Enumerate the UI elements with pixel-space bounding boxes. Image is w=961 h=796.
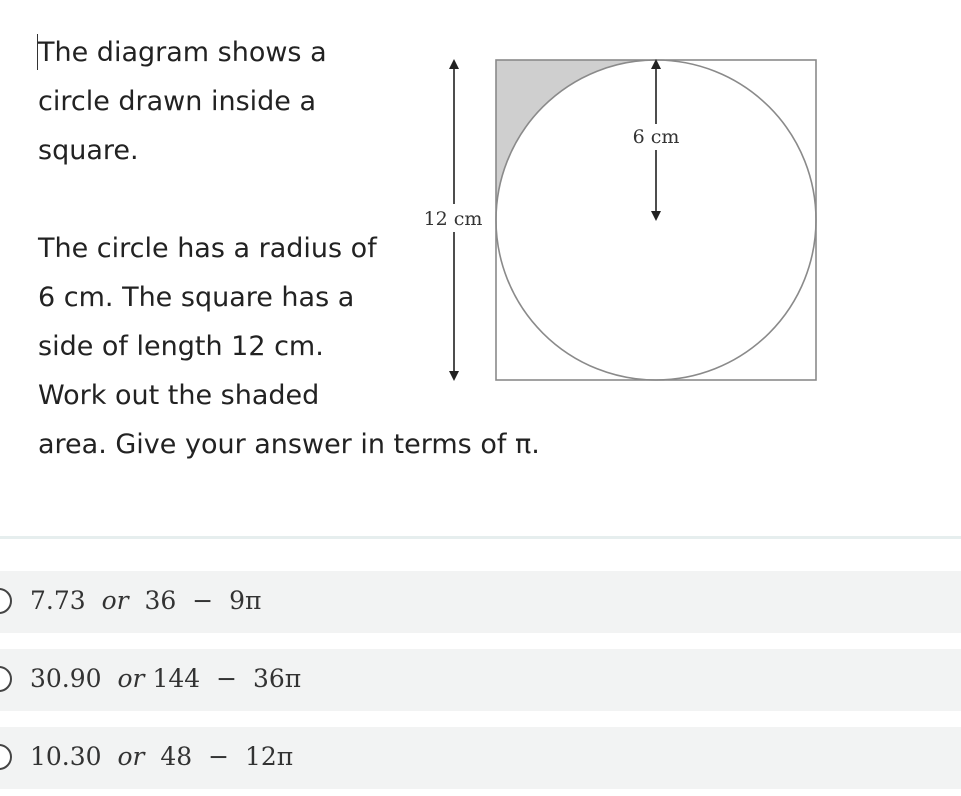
question-line: square. <box>38 135 139 166</box>
answer-option-2[interactable] <box>0 649 961 711</box>
answer-expr-a: 48 <box>160 742 193 771</box>
answer-or: or <box>117 742 145 771</box>
answer-expr-a: 144 <box>152 664 201 693</box>
answer-operator: − <box>208 742 230 771</box>
question-line: area. Give your answer in terms of π. <box>38 429 540 460</box>
answer-value: 30.90 <box>30 664 102 693</box>
answer-option-label <box>30 585 261 617</box>
answer-expr-b: 36π <box>252 664 302 693</box>
question-line: Work out the shaded <box>38 380 320 411</box>
answer-option-label <box>30 663 301 695</box>
answer-expr-b: 9π <box>229 586 262 615</box>
answer-expr-b: 12π <box>244 742 294 771</box>
answer-value: 7.73 <box>30 586 86 615</box>
answer-operator: − <box>216 664 238 693</box>
answer-option-3[interactable] <box>0 727 961 789</box>
side-length-label: 12 cm <box>423 208 483 230</box>
section-divider <box>0 536 961 539</box>
answer-or: or <box>101 586 129 615</box>
radio-button[interactable] <box>0 666 12 692</box>
question-line: 6 cm. The square has a <box>38 282 355 313</box>
question-line: The circle has a radius of <box>38 233 377 264</box>
answer-expr-a: 36 <box>144 586 177 615</box>
radio-button[interactable] <box>0 744 12 770</box>
answer-or: or <box>117 664 145 693</box>
radio-button[interactable] <box>0 588 12 614</box>
radius-label: 6 cm <box>632 126 680 148</box>
answer-option-label <box>30 741 293 773</box>
answer-option-1[interactable] <box>0 571 961 633</box>
question-line: circle drawn inside a <box>38 86 317 117</box>
question-line: side of length 12 cm. <box>38 331 324 362</box>
question-line: The diagram shows a <box>38 37 327 68</box>
answer-operator: − <box>192 586 214 615</box>
answer-value: 10.30 <box>30 742 102 771</box>
